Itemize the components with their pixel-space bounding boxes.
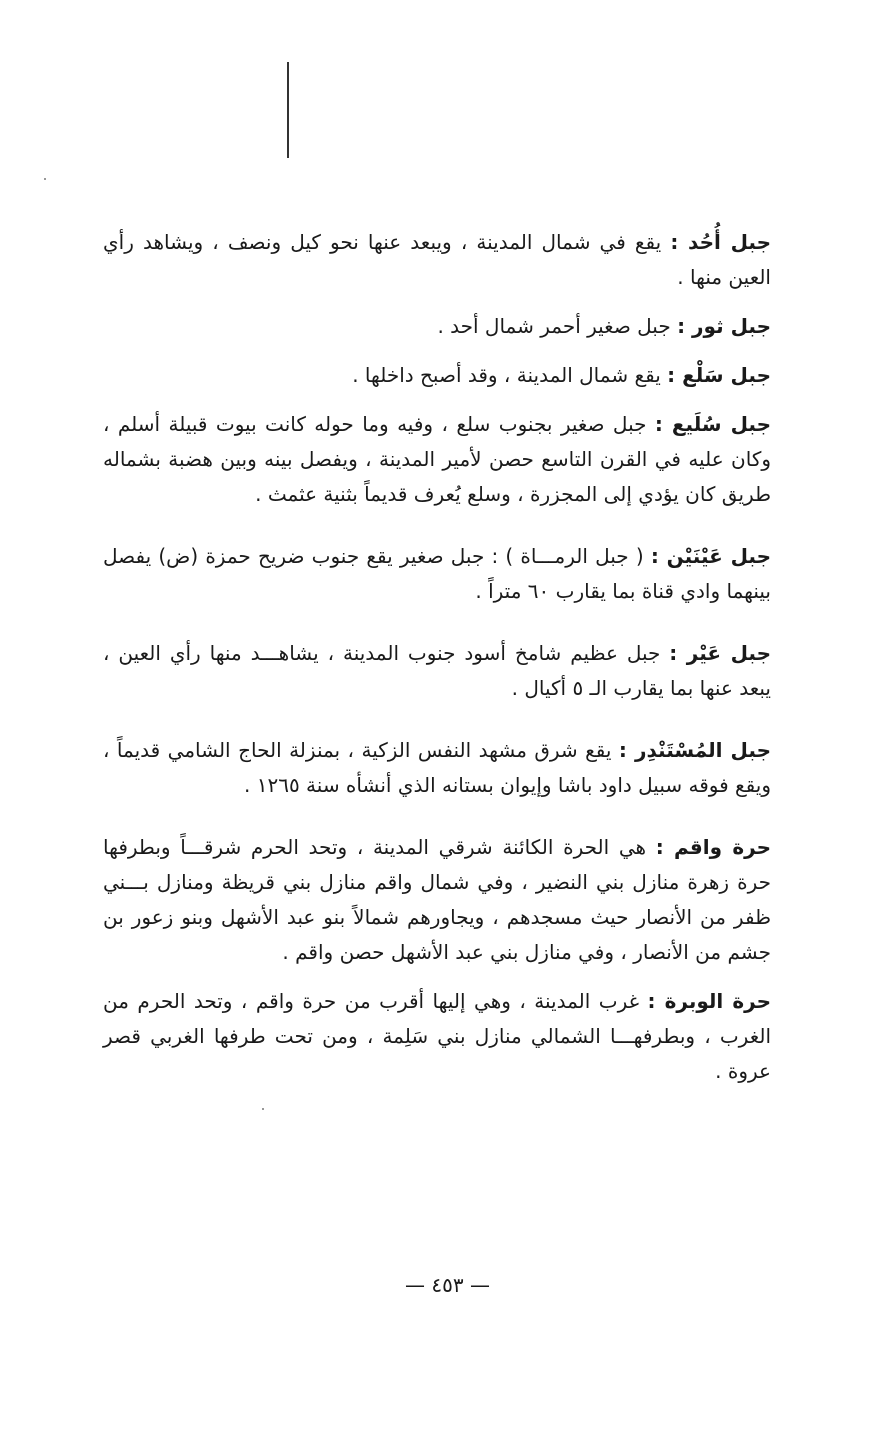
scan-speck	[262, 1108, 264, 1110]
entry-title: جبل سَلْع :	[667, 363, 771, 387]
entry-jabal-sal	[103, 358, 771, 393]
page-content	[103, 225, 771, 1089]
scan-speck	[44, 178, 46, 180]
entry-text: جبل صغير بجنوب سلع ، وفيه وما حوله كانت بيوت قبيلة أسلم ، وكان عليه في القرن التاسع حصن لأمير المدينة ، ويفصل بينه وبين هضبة بشماله طريق كان يؤدي إلى المجزرة ، وسلع يُعرف قديماً بثنية عثمث .	[103, 412, 771, 506]
entry-text: يقع في شمال المدينة ، ويبعد عنها نحو كيل ونصف ، ويشاهد رأي العين منها .	[103, 230, 771, 289]
entry-title: جبل المُسْتَنْدِر :	[618, 738, 771, 762]
entry-jabal-sulay	[103, 407, 771, 512]
entry-jabal-uhud	[103, 225, 771, 295]
entry-harrat-waqim	[103, 830, 771, 970]
entry-title: جبل سُلَيع :	[654, 412, 771, 436]
entry-title: جبل ثور :	[677, 314, 771, 338]
entry-title: جبل أُحُد :	[670, 230, 771, 254]
entry-jabal-thawr	[103, 309, 771, 344]
entry-jabal-ayr	[103, 636, 771, 706]
entry-text: غرب المدينة ، وهي إليها أقرب من حرة واقم ، وتحد الحرم من الغرب ، وبطرفهـــا الشمالي منازل بني سَلِمة ، ومن تحت طرفها الغربي قصر عروة .	[103, 989, 771, 1083]
entry-text: جبل عظيم شامخ أسود جنوب المدينة ، يشاهـــد منها رأي العين ، يبعد عنها بما يقارب الـ ٥ أكيال .	[103, 641, 771, 700]
page-number: — ٤٥٣ —	[405, 1273, 490, 1297]
entry-title: جبل عَيْنَيْن :	[650, 544, 771, 568]
entry-title: حرة الوبرة :	[647, 989, 771, 1013]
entry-harrat-al-wabra	[103, 984, 771, 1089]
entry-text: يقع شرق مشهد النفس الزكية ، بمنزلة الحاج الشامي قديماً ، ويقع فوقه سبيل داود باشا وإيوان بستانه الذي أنشأه سنة ١٢٦٥ .	[103, 738, 771, 797]
entry-text: ( جبل الرمـــاة ) : جبل صغير يقع جنوب ضريح حمزة (ض) يفصل بينهما وادي قناة بما يقارب ٦٠ متراً .	[103, 544, 771, 603]
entry-jabal-aynayn	[103, 539, 771, 609]
entry-title: حرة واقم :	[655, 835, 771, 859]
entry-text: جبل صغير أحمر شمال أحد .	[437, 314, 678, 338]
entry-text: هي الحرة الكائنة شرقي المدينة ، وتحد الحرم شرقـــاً وبطرفها حرة زهرة منازل بني النضير ، وفي شمال واقم منازل بني قريظة ومنازل بـــني ظفر من الأنصار حيث مسجدهم ، ويجاورهم شمالاً بنو عبد الأشهل وبنو زعور بن جشم من الأنصار ، وفي منازل بني عبد الأشهل حصن واقم .	[103, 835, 771, 964]
entry-jabal-mustandir	[103, 733, 771, 803]
top-margin-rule	[287, 62, 289, 158]
entry-title: جبل عَيْر :	[669, 641, 772, 665]
entry-text: يقع شمال المدينة ، وقد أصبح داخلها .	[352, 363, 668, 387]
